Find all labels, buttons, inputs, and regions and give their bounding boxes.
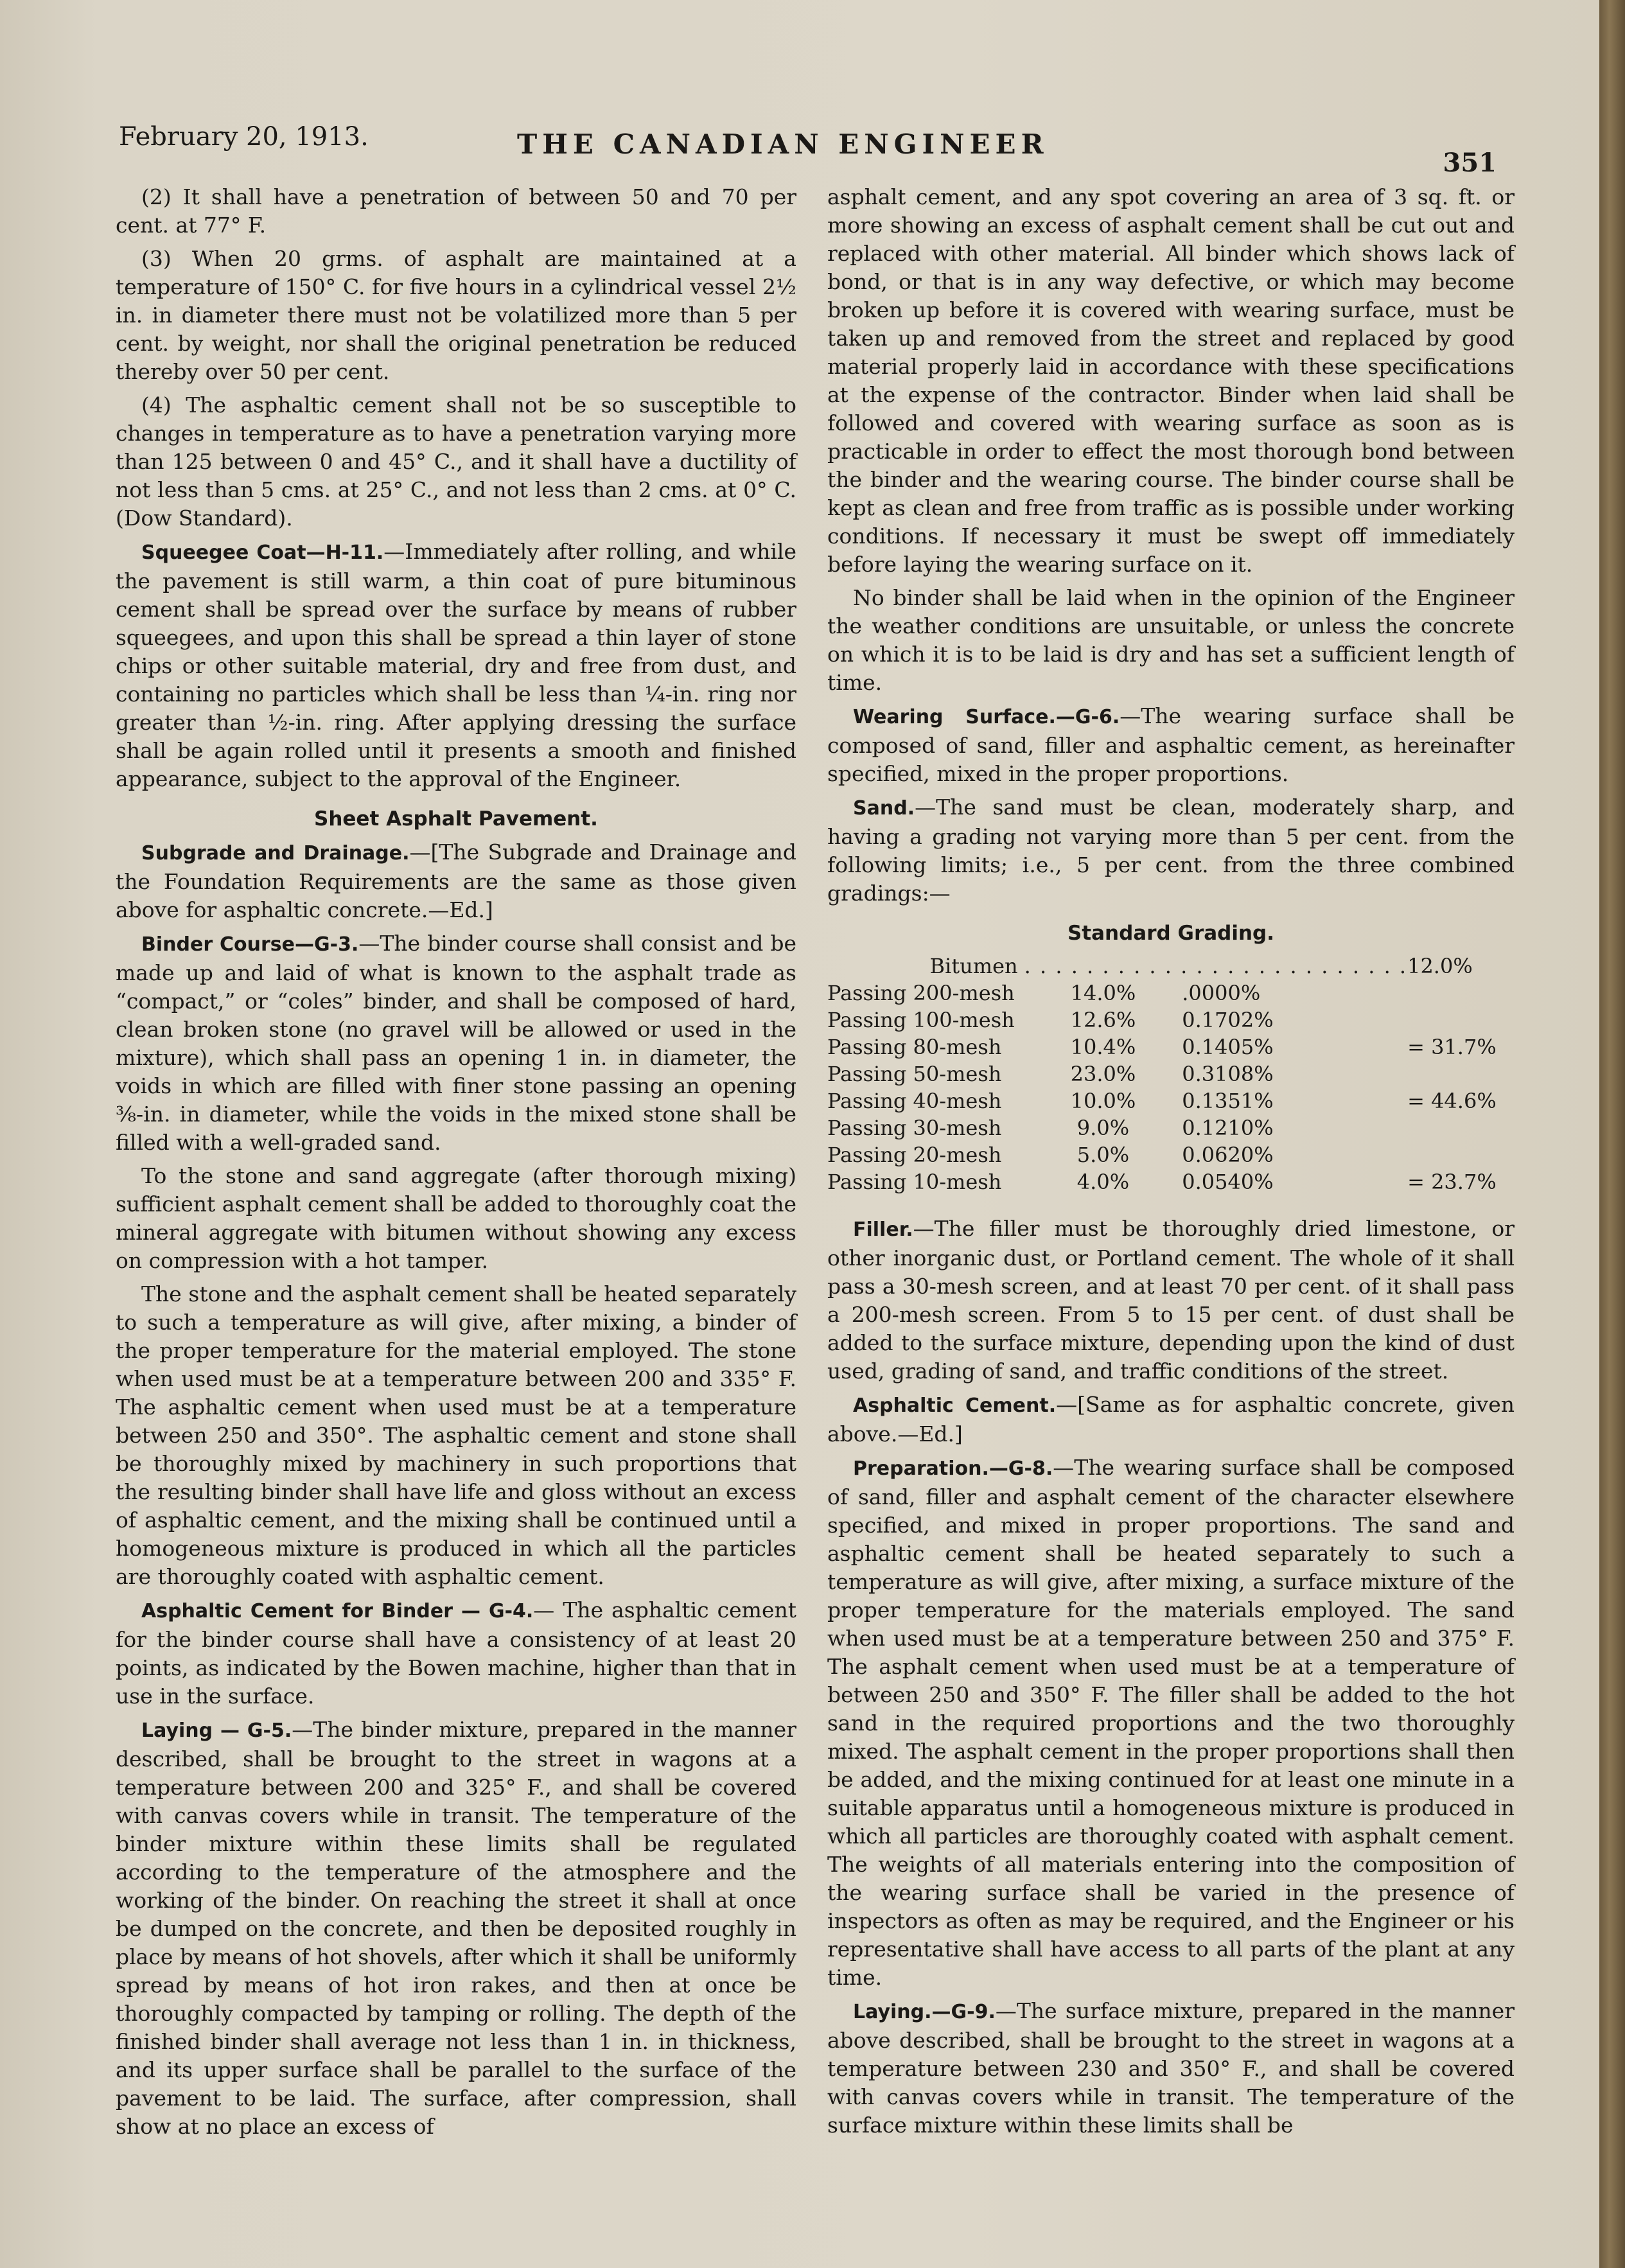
paragraph-text: — The asphaltic cement for the binder course shall have a consistency of at least 20 points, as indicated by the Bowen machine, higher than that in use in the surface.: [116, 1597, 797, 1709]
grading-sum: [1407, 1114, 1515, 1141]
grading-ratio: 0.0620%: [1182, 1143, 1274, 1167]
paragraph-text: —The wearing surface shall be composed of sand, filler and asphaltic cement, as hereinafter specified, mixed in the proper proportions.: [827, 703, 1515, 786]
page-edge: [1599, 0, 1625, 2268]
leader-dots: . . . . . . . . . . . . . . . . . . . . . . . . .: [1024, 954, 1408, 978]
table-row: [827, 1141, 1515, 1168]
grading-sum: = 44.6%: [1407, 1089, 1497, 1113]
grading-percent: 10.0%: [1070, 1089, 1136, 1113]
table-title: Standard Grading.: [1067, 922, 1275, 945]
paragraph: The stone and the asphalt cement shall be heated separately to such a temperature as will give, after mixing, a binder of the proper temperature for the material employed. The stone when used must be at a temperature between 200 and 335° F. The asphaltic cement when used must be at a temperature between 250 and 350°. The asphaltic cement and stone shall be thoroughly mixed by machinery in such proportions that the resulting binder shall have life and gloss without an excess of asphaltic cement, and the mixing shall be continued until a homogeneous mixture is produced in which all the particles are thoroughly coated with asphaltic cement.: [116, 1281, 796, 1589]
paragraph-text: —The wearing surface shall be composed of sand, filler and asphalt cement of the character elsewhere specified, and mixed in proper proportions. The sand and asphaltic cement shall be heated separately to such a temperature as will give, after mixing, a surface mixture of the proper temperature for the materials employed. The sand when used must be at a temperature between 250 and 375° F. The asphalt cement when used must be at a temperature of between 250 and 350° F. The filler shall be added to the hot sand in the required proportions and the two thoroughly mixed. The asphalt cement in the proper proportions shall then be added, and the mixing continued for at least one minute in a suitable apparatus until a homogeneous mixture is produced in which all particles are thoroughly coated with asphalt cement. The weights of all materials entering into the composition of the wearing surface shall be varied in the presence of inspectors as often as may be required, and the Engineer or his representative shall have access to all parts of the plant at any time.: [827, 1455, 1515, 1990]
paragraph: (3) When 20 grms. of asphalt are maintained at a temperature of 150° C. for five hours in a cylindrical vessel 2½ in. in diameter there must not be volatilized more than 5 per cent. by weight, nor shall the original penetration be reduced thereby over 50 per cent.: [116, 246, 796, 384]
table-row: [827, 1114, 1515, 1141]
table-row: [827, 980, 1515, 1007]
grading-ratio: 0.1702%: [1182, 1008, 1274, 1032]
section-heading: Binder Course—G-3.: [141, 933, 359, 956]
table-row: [827, 1060, 1515, 1087]
section-heading: Filler.: [853, 1218, 913, 1241]
paragraph-text: —[The Subgrade and Drainage and the Foundation Requirements are the same as those given above for asphaltic concrete.—Ed.]: [116, 840, 796, 922]
section-heading: Asphaltic Cement for Binder — G-4.: [141, 1600, 534, 1622]
paragraph: [827, 1997, 1515, 2140]
grading-label: Passing 100-mesh: [827, 1008, 1015, 1032]
section-heading: Wearing Surface.—G-6.: [853, 706, 1120, 728]
bitumen-label: Bitumen: [929, 954, 1018, 978]
grading-ratio: 0.0540%: [1182, 1170, 1274, 1194]
paragraph-text: —The surface mixture, prepared in the manner above described, shall be brought to the street in wagons at a temperature between 230 and 350° F., and shall be covered with canvas covers while in transit. The temperature of the surface mixture within these limits shall be: [827, 1998, 1515, 2138]
table-row: [827, 1087, 1515, 1114]
grading-percent: 10.4%: [1070, 1035, 1136, 1059]
paragraph: [116, 838, 796, 924]
paragraph: asphalt cement, and any spot covering an area of 3 sq. ft. or more showing an excess of asphalt cement shall be cut out and replaced with other material. All binder which shows lack of bond, or that is in any way defective, or which may become broken up before it is covered with wearing surface, must be taken up and removed from the street and replaced by good material properly laid in accordance with these specifications at the expense of the contractor. Binder when laid shall be followed and covered with wearing surface as soon as is practicable in order to effect the most thorough bond between the binder and the wearing course. The binder course shall be kept as clean and free from traffic as is possible under working conditions. If necessary it must be swept off immediately before laying the wearing surface on it.: [827, 184, 1515, 577]
paragraph: [827, 1391, 1515, 1448]
grading-sum: = 31.7%: [1407, 1035, 1497, 1059]
paragraph-text: —The binder course shall consist and be made up and laid of what is known to the asphalt trade as “compact,” or “coles” binder, and shall be composed of hard, clean broken stone (no gravel will be allowed or used in the mixture), which shall pass an opening 1 in. in diameter, the voids in which are filled with finer stone passing an opening ⅜-in. in diameter, while the voids in the mixed stone shall be filled with a well-graded sand.: [116, 931, 796, 1155]
left-column: [116, 183, 796, 2146]
grading-sum: [1407, 1007, 1515, 1033]
paragraph: [827, 1215, 1515, 1385]
section-heading: Squeegee Coat—H-11.: [141, 541, 384, 564]
grading-percent: 4.0%: [1076, 1170, 1130, 1194]
grading-label: Passing 50-mesh: [827, 1062, 1002, 1086]
grading-table: [827, 953, 1515, 1195]
grading-label: Passing 10-mesh: [827, 1170, 1002, 1194]
grading-sum: [1407, 1060, 1515, 1087]
page-number: 351: [1443, 148, 1497, 178]
header-title: THE CANADIAN ENGINEER: [517, 128, 1049, 160]
paragraph: [116, 1596, 796, 1710]
section-heading: Sand.: [853, 797, 915, 820]
grading-percent: 23.0%: [1070, 1062, 1136, 1086]
paragraph: To the stone and sand aggregate (after thorough mixing) sufficient asphalt cement shall be added to thoroughly coat the mineral aggregate with bitumen without showing any excess on compression with a hot tamper.: [116, 1163, 796, 1273]
right-column: [827, 183, 1515, 2145]
paragraph: [116, 538, 796, 793]
paragraph-text: —The binder mixture, prepared in the manner described, shall be brought to the street in wagons at a temperature between 200 and 325° F., and shall be covered with canvas covers while in transit. The temperature of the binder mixture within these limits shall be regulated according to the temperature of the atmosphere and the working of the binder. On reaching the street it shall at once be dumped on the concrete, and then be deposited roughly in place by means of hot shovels, after which it shall be uniformly spread by means of hot iron rakes, and then at once be thoroughly compacted by tamping or rolling. The depth of the finished binder shall average not less than 1 in. in thickness, and its upper surface shall be parallel to the surface of the pavement to be laid. The surface, after compression, shall show at no place an excess of: [116, 1717, 796, 2139]
table-row: [827, 1033, 1515, 1060]
paragraph: [116, 1716, 796, 2141]
paragraph: [827, 702, 1515, 788]
section-heading: Laying.—G-9.: [853, 2001, 996, 2023]
grading-ratio: 0.3108%: [1182, 1062, 1274, 1086]
table-row: [827, 1168, 1515, 1195]
grading-ratio: 0.1210%: [1182, 1116, 1274, 1140]
section-title: Sheet Asphalt Pavement.: [314, 807, 598, 831]
table-row: [827, 1007, 1515, 1033]
section-heading: Laying — G-5.: [141, 1719, 292, 1742]
paragraph-text: —The filler must be thoroughly dried limestone, or other inorganic dust, or Portland cement. The whole of it shall pass a 30-mesh screen, and at least 70 per cent. of it shall pass a 200-mesh screen. From 5 to 15 per cent. of dust shall be added to the surface mixture, depending upon the kind of dust used, grading of sand, and traffic conditions of the street.: [827, 1216, 1515, 1384]
grading-percent: 5.0%: [1076, 1143, 1130, 1167]
section-heading: Preparation.—G-8.: [853, 1457, 1053, 1480]
grading-ratio: .0000%: [1182, 981, 1261, 1005]
section-heading: Subgrade and Drainage.: [141, 842, 410, 865]
grading-sum: [1407, 1141, 1515, 1168]
paragraph-text: —[Same as for asphaltic concrete, given above.—Ed.]: [827, 1392, 1515, 1446]
grading-label: Passing 200-mesh: [827, 981, 1015, 1005]
grading-label: Passing 80-mesh: [827, 1035, 1002, 1059]
grading-sum: [1407, 980, 1515, 1007]
grading-label: Passing 20-mesh: [827, 1143, 1002, 1167]
paragraph-text: —Immediately after rolling, and while the pavement is still warm, a thin coat of pure bituminous cement shall be spread over the surface by means of rubber squeegees, and upon this shall be spread a thin layer of stone chips or other suitable material, dry and free from dust, and containing no particles which shall be less than ¼-in. ring nor greater than ½-in. ring. After applying dressing the surface shall be again rolled until it presents a smooth and finished appearance, subject to the approval of the Engineer.: [116, 539, 796, 791]
paragraph: (4) The asphaltic cement shall not be so susceptible to changes in temperature as to have a penetration varying more than 125 between 0 and 45° C., and it shall have a ductility of not less than 5 cms. at 25° C., and not less than 2 cms. at 0° C. (Dow Standard).: [116, 392, 796, 531]
table-row: [827, 953, 1515, 980]
paragraph: [116, 929, 796, 1157]
grading-percent: 14.0%: [1070, 981, 1136, 1005]
grading-ratio: 0.1405%: [1182, 1035, 1274, 1059]
grading-label: Passing 40-mesh: [827, 1089, 1002, 1113]
section-heading: Asphaltic Cement.: [853, 1394, 1057, 1417]
grading-label: Passing 30-mesh: [827, 1116, 1002, 1140]
paragraph: No binder shall be laid when in the opinion of the Engineer the weather conditions are unsuitable, or unless the concrete on which it is to be laid is dry and has set a sufficient length of time.: [827, 585, 1515, 695]
paragraph: [827, 793, 1515, 908]
paragraph: (2) It shall have a penetration of between 50 and 70 per cent. at 77° F.: [116, 184, 796, 238]
grading-ratio: 0.1351%: [1182, 1089, 1274, 1113]
bitumen-value: 12.0%: [1407, 954, 1473, 978]
paragraph: [827, 1454, 1515, 1992]
grading-percent: 12.6%: [1070, 1008, 1136, 1032]
grading-sum: = 23.7%: [1407, 1170, 1497, 1194]
header-date: February 20, 1913.: [119, 122, 369, 152]
grading-percent: 9.0%: [1076, 1116, 1130, 1140]
paragraph-text: —The sand must be clean, moderately sharp, and having a grading not varying more than 5 per cent. from the following limits; i.e., 5 per cent. from the three combined gradings:—: [827, 795, 1515, 906]
running-header: [119, 122, 1497, 178]
